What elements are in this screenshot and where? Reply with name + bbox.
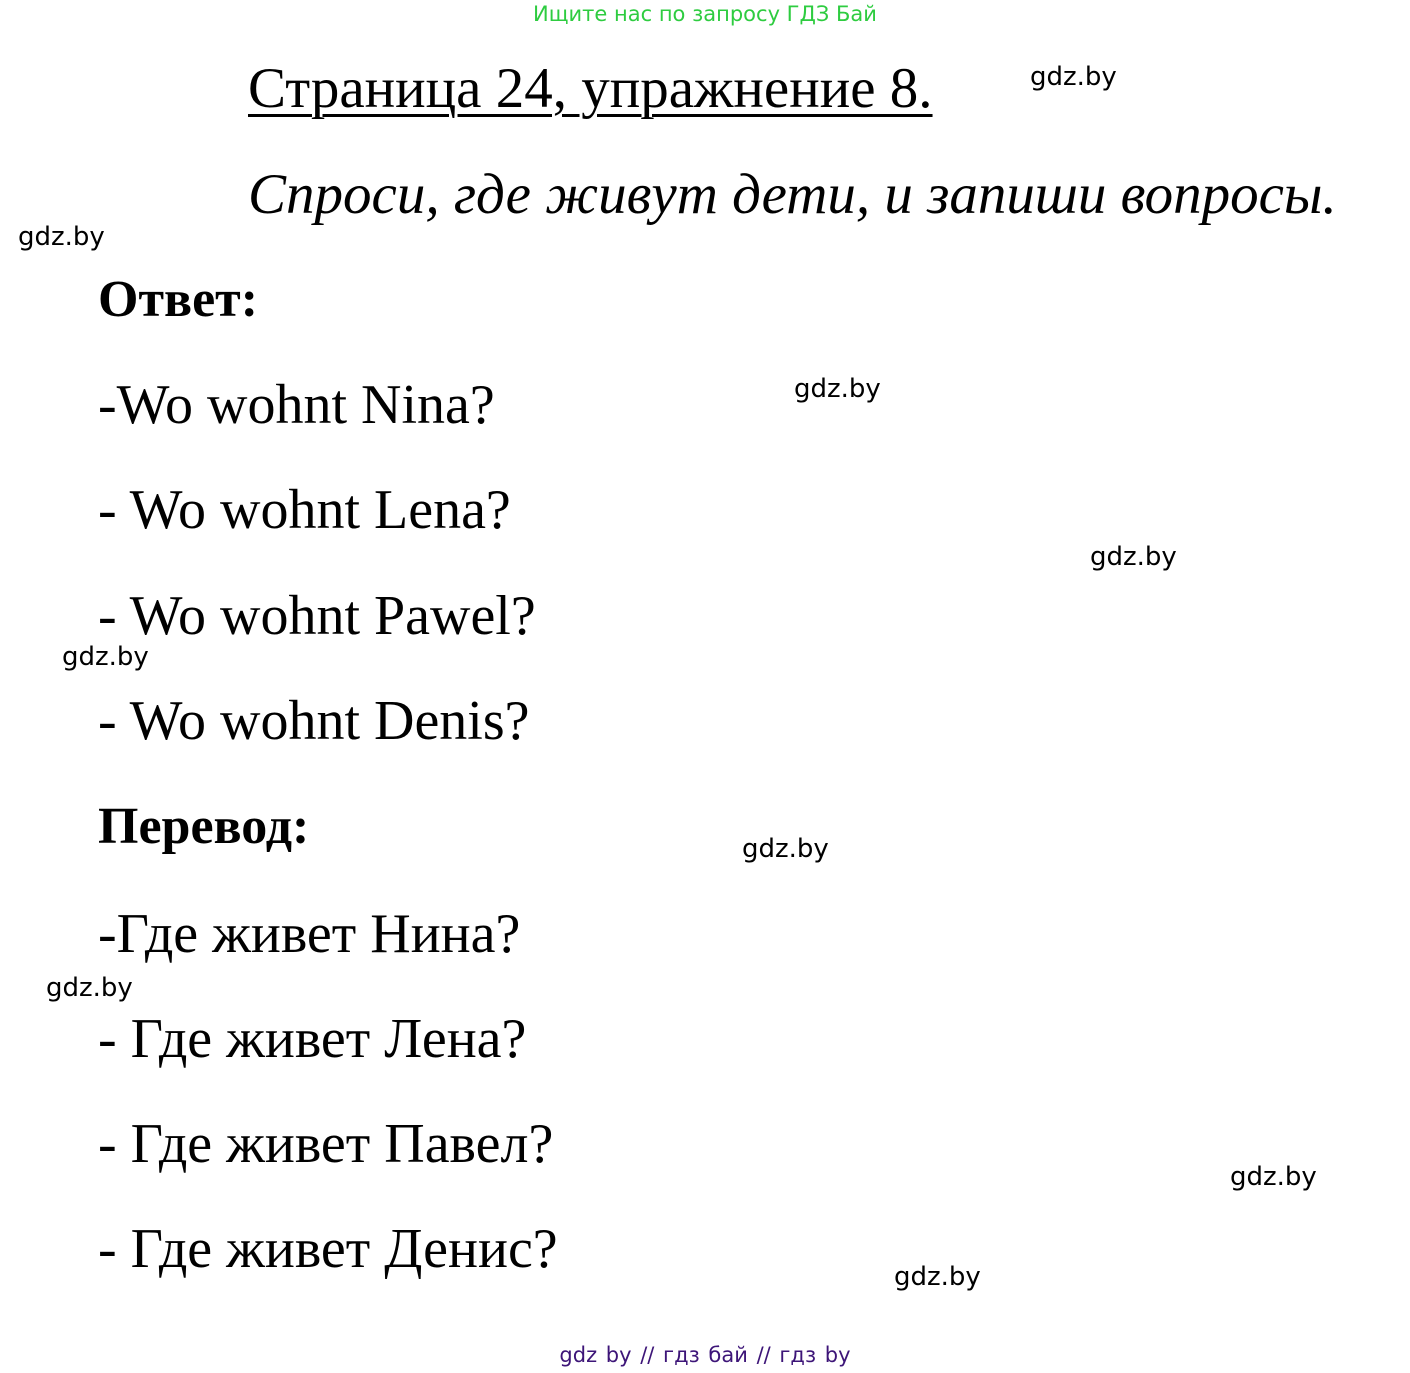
watermark: gdz.by: [46, 973, 133, 1003]
translation-line: -Где живет Нина?: [98, 903, 521, 965]
answer-heading: Ответ:: [98, 271, 259, 328]
answer-line: - Wo wohnt Denis?: [98, 690, 530, 752]
translation-line: - Где живет Павел?: [98, 1113, 554, 1175]
watermark: gdz.by: [62, 642, 149, 672]
watermark: gdz.by: [1030, 62, 1117, 92]
answer-line: - Wo wohnt Lena?: [98, 479, 511, 541]
watermark: gdz.by: [742, 834, 829, 864]
watermark: gdz.by: [794, 374, 881, 404]
task-instruction: Спроси, где живут дети, и запиши вопросы.: [248, 163, 1337, 226]
watermark: gdz.by: [894, 1262, 981, 1292]
top-banner: Ищите нас по запросу ГДЗ Бай: [533, 2, 877, 26]
translation-line: - Где живет Денис?: [98, 1218, 558, 1280]
watermark: gdz.by: [1090, 542, 1177, 572]
translation-line: - Где живет Лена?: [98, 1008, 527, 1070]
page-title: Страница 24, упражнение 8.: [248, 57, 933, 120]
watermark: gdz.by: [18, 222, 105, 252]
answer-line: - Wo wohnt Pawel?: [98, 585, 536, 647]
watermark: gdz.by: [1230, 1162, 1317, 1192]
translation-heading: Перевод:: [98, 798, 310, 855]
bottom-banner: gdz by // гдз бай // гдз by: [559, 1343, 851, 1367]
answer-line: -Wo wohnt Nina?: [98, 374, 495, 436]
